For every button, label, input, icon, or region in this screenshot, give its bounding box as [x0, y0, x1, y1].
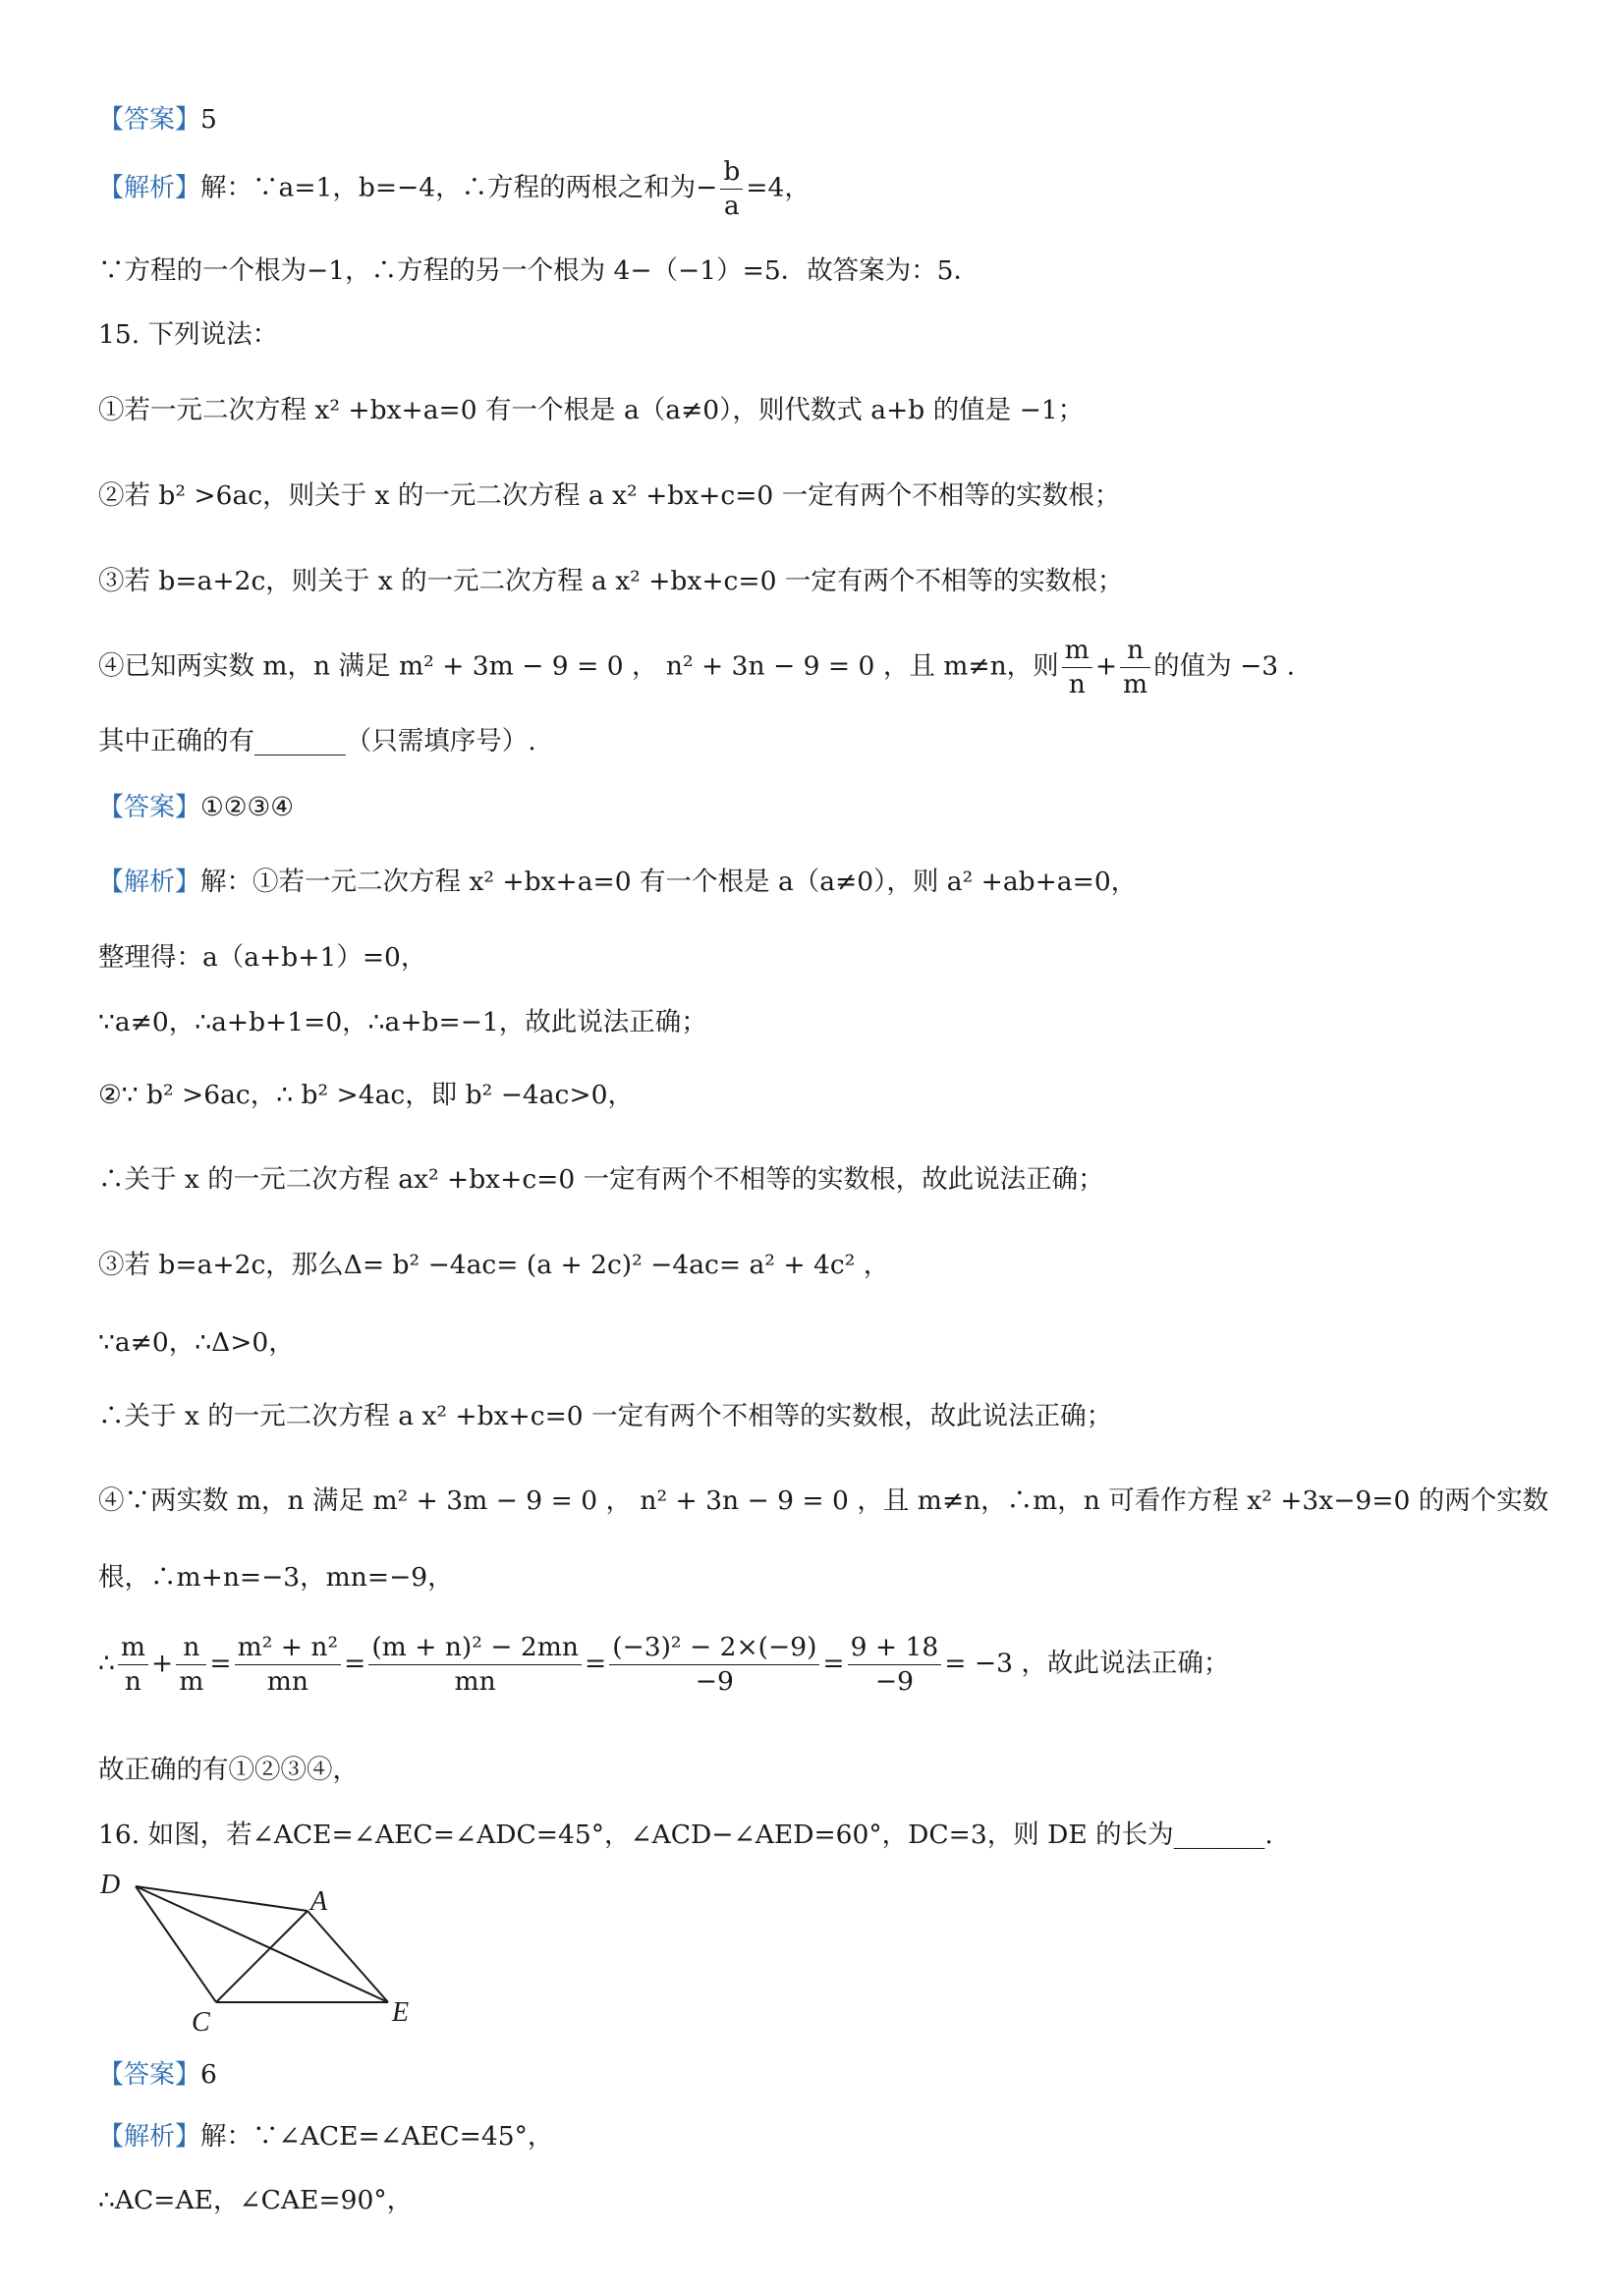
- fraction-denominator: m: [179, 1666, 204, 1697]
- answer-15-value: ①②③④: [200, 792, 295, 822]
- fraction-numerator: m: [1062, 634, 1092, 668]
- analysis-15-line6: ③若 b=a+2c，那么Δ= b² −4ac= (a + 2c)² −4ac= a² + 4c² ，: [98, 1250, 890, 1280]
- fraction-b-over-a: [720, 155, 743, 223]
- analysis-15-line5: ∴关于 x 的一元二次方程 ax² +bx+c=0 一定有两个不相等的实数根，故此说法正确；: [98, 1164, 1104, 1195]
- segment-AC: [216, 1911, 308, 2002]
- fraction-numerator: (m + n)² − 2mn: [368, 1631, 582, 1665]
- analysis-15-line11-tail: = −3 ，故此说法正确；: [944, 1648, 1230, 1679]
- analysis-15-line11: [98, 1631, 1229, 1699]
- fraction-denominator: m: [1123, 669, 1148, 700]
- fraction-numerator: b: [720, 155, 743, 190]
- answer-14: [98, 102, 217, 138]
- fraction-denominator: −9: [695, 1666, 734, 1697]
- fraction-numerator: m: [118, 1631, 148, 1665]
- fraction-m-over-n: [1062, 634, 1092, 701]
- question-16: 16. 如图，若∠ACE=∠AEC=∠ADC=45°，∠ACD−∠AED=60°，DC=3，则 DE 的长为_______.: [98, 1820, 1273, 1850]
- question-15: 15. 下列说法：: [98, 319, 279, 350]
- equals-sign: =: [822, 1648, 845, 1679]
- fraction-numerator: n: [1120, 634, 1150, 668]
- analysis-16-line2: ∴AC=AE，∠CAE=90°，: [98, 2185, 414, 2215]
- fraction-numerator: (−3)² − 2×(−9): [609, 1631, 819, 1665]
- statement-1: ①若一元二次方程 x² +bx+a=0 有一个根是 a（a≠0），则代数式 a+b 的值是 −1；: [98, 395, 1085, 425]
- fraction-denominator: n: [1068, 669, 1086, 700]
- analysis-16-text: 解：∵∠ACE=∠AEC=45°，: [200, 2121, 554, 2152]
- plus-sign: +: [1094, 650, 1118, 682]
- analysis-14-tail: =4，: [746, 172, 811, 203]
- question-15-prompt: 其中正确的有_______（只需填序号）.: [98, 726, 536, 756]
- analysis-15-line4: ②∵ b² >6ac，∴ b² >4ac，即 b² −4ac>0，: [98, 1080, 634, 1110]
- analysis-label: 【解析】: [98, 2122, 201, 2152]
- fraction-numerator: 9 + 18: [848, 1631, 942, 1665]
- answer-16: [98, 2057, 217, 2093]
- analysis-15-line7: ∵a≠0，∴Δ>0，: [98, 1327, 295, 1358]
- answer-label: 【答案】: [98, 105, 201, 135]
- statement-3: ③若 b=a+2c，则关于 x 的一元二次方程 a x² +bx+c=0 一定有两个不相等的实数根；: [98, 566, 1124, 596]
- fraction-denominator: −9: [874, 1666, 914, 1697]
- fraction-denominator: a: [723, 191, 740, 221]
- plus-sign: +: [151, 1648, 174, 1679]
- analysis-label: 【解析】: [98, 173, 201, 203]
- fraction-numerator: m² + n²: [235, 1631, 342, 1665]
- analysis-label: 【解析】: [98, 868, 201, 897]
- analysis-15-line3: ∵a≠0，∴a+b+1=0，∴a+b=−1，故此说法正确；: [98, 1007, 707, 1037]
- answer-label: 【答案】: [98, 2060, 201, 2090]
- fraction-denominator: mn: [454, 1666, 496, 1697]
- fraction-m-over-n: [118, 1631, 148, 1699]
- equals-sign: =: [209, 1648, 232, 1679]
- fraction-sum-squares: [235, 1631, 342, 1699]
- fraction-substituted: [609, 1631, 819, 1699]
- answer-14-value: 5: [200, 104, 217, 135]
- point-label-A: A: [310, 1886, 328, 1917]
- answer-15: [98, 790, 294, 825]
- analysis-15: [98, 865, 1137, 900]
- analysis-15-line9: ④∵两实数 m，n 满足 m² + 3m − 9 = 0 ， n² + 3n − 9 = 0 ，且 m≠n，∴m，n 可看作方程 x² +3x−9=0 的两个实数: [98, 1485, 1549, 1516]
- answer-16-value: 6: [200, 2059, 217, 2090]
- statement-4-text: ④已知两实数 m，n 满足 m² + 3m − 9 = 0 ， n² + 3n − 9 = 0 ，且 m≠n，则: [98, 650, 1059, 682]
- therefore-sign: ∴: [98, 1648, 115, 1679]
- analysis-15-line8: ∴关于 x 的一元二次方程 a x² +bx+c=0 一定有两个不相等的实数根，故此说法正确；: [98, 1401, 1113, 1431]
- point-label-E: E: [392, 1997, 410, 2028]
- statement-4: [98, 634, 1295, 701]
- fraction-denominator: mn: [266, 1666, 308, 1697]
- analysis-15-conclusion: 故正确的有①②③④，: [98, 1755, 359, 1785]
- fraction-n-over-m: [1120, 634, 1150, 701]
- point-label-D: D: [100, 1870, 121, 1900]
- fraction-expanded: [368, 1631, 582, 1699]
- analysis-15-line2: 整理得：a（a+b+1）=0，: [98, 942, 427, 973]
- statement-4-tail: 的值为 −3 .: [1153, 650, 1296, 682]
- analysis-15-text: 解：①若一元二次方程 x² +bx+a=0 有一个根是 a（a≠0），则 a² +ab+a=0，: [200, 867, 1138, 897]
- segment-DC: [136, 1886, 216, 2002]
- analysis-16: [98, 2119, 553, 2155]
- equals-sign: =: [584, 1648, 607, 1679]
- segment-AE: [308, 1911, 388, 2002]
- analysis-14-text: 解：∵a=1，b=−4，∴方程的两根之和为−: [200, 172, 718, 203]
- analysis-14: [98, 155, 811, 223]
- fraction-denominator: n: [124, 1666, 141, 1697]
- fraction-n-over-m: [176, 1631, 206, 1699]
- analysis-15-line10: 根，∴m+n=−3，mn=−9，: [98, 1562, 454, 1593]
- statement-2: ②若 b² >6ac，则关于 x 的一元二次方程 a x² +bx+c=0 一定有两个不相等的实数根；: [98, 480, 1121, 511]
- fraction-numerator: n: [176, 1631, 206, 1665]
- analysis-14-line2: ∵方程的一个根为−1，∴方程的另一个根为 4−（−1）=5．故答案为：5．: [98, 255, 980, 286]
- answer-label: 【答案】: [98, 793, 201, 822]
- fraction-evaluated: [848, 1631, 942, 1699]
- equals-sign: =: [344, 1648, 366, 1679]
- point-label-C: C: [192, 2007, 210, 2038]
- geometry-figure: [93, 1862, 437, 2044]
